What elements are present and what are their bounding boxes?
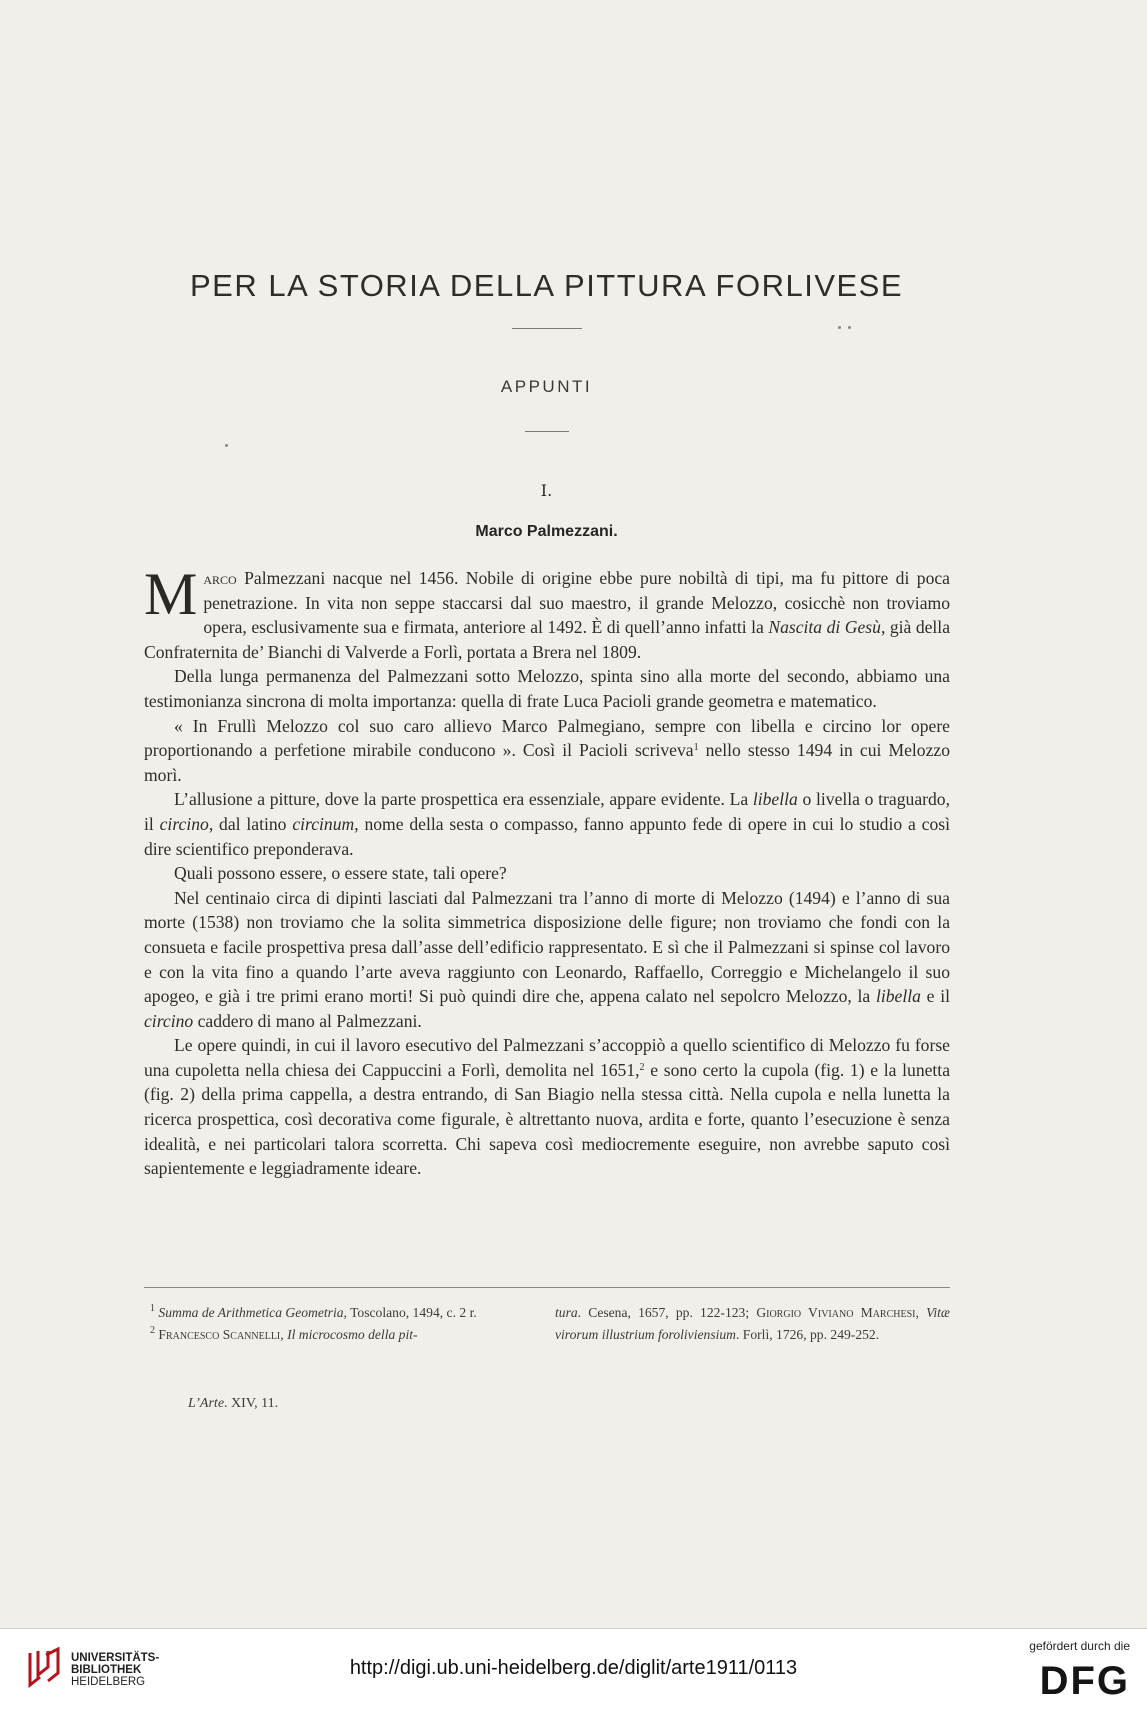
- body-text-segment: o livella o traguardo, il: [144, 789, 950, 834]
- library-line-2: BIBLIOTHEK: [71, 1664, 142, 1676]
- body-text-segment: circino: [159, 813, 209, 834]
- body-text-segment: L’allusione a pitture, dove la parte prospettica era essenziale, appare evidente. La: [174, 789, 753, 810]
- permalink-url[interactable]: http://digi.ub.uni-heidelberg.de/diglit/arte1911/0113: [349, 1657, 798, 1679]
- body-text-segment: , nome della sesta o compasso, fanno appunto fede di opere in cui lo studio a così dire scientifico preponderava.: [144, 813, 950, 859]
- body-text-segment: Nascita di Gesù: [768, 617, 881, 638]
- footnote-segment: ,: [280, 1327, 288, 1342]
- footnote-segment: 1: [150, 1303, 155, 1314]
- footnote-segment: Vitæ virorum illustrium foroliviensium: [555, 1305, 950, 1342]
- body-text-segment: circinum: [292, 813, 355, 834]
- body-text-segment: Le opere quindi, in cui il lavoro esecutivo del Palmezzani s’accoppiò a quello scientifico di Melozzo fu forse una cupoletta nella chiesa dei Cappuccini a Forlì, demolita nel 1651,: [144, 1035, 950, 1080]
- footnote: [150, 1324, 532, 1346]
- body-text-segment: « In Frullì Melozzo col suo caro allievo Marco Palmegiano, sempre con libella e circino lor opere proportionando a perfetione mirabile conducono ». Così il Pacioli scriveva: [144, 715, 950, 761]
- footnote-segment: ,: [915, 1305, 927, 1320]
- body-text-segment: , dal latino: [208, 813, 293, 834]
- footnote-segment: . Cesena, 1657, pp. 122-123;: [577, 1305, 757, 1320]
- dfg-logo[interactable]: DFG: [1039, 1659, 1130, 1703]
- footnote-segment: 2: [150, 1325, 155, 1336]
- footnote-segment: Francesco Scannelli: [158, 1327, 281, 1342]
- funding-note: gefördert durch die: [1029, 1639, 1130, 1653]
- speck: [838, 326, 841, 329]
- body-text-segment: e sono certo la cupola (fig. 1) e la lunetta (fig. 2) della prima cappella, a destra entrando, di San Biagio nella stessa città. Nella cupola e nella lunetta la ricerca prospettica, così decorativa come figurale, è altrettanto nuova, ardita e forte, quanto l’esecuzione è senza idealità, e nei particolari talora scorretta. Chi sapeva così mediocremente eseguire, non avrebbe saputo così sapientemente e leggiadramente ideare.: [144, 1059, 951, 1179]
- footnote-segment: Giorgio Viviano Marchesi: [756, 1305, 916, 1320]
- body-paragraph: [144, 561, 951, 664]
- footnotes-left-column: [150, 1302, 532, 1346]
- signature-segment: . XIV, 11.: [224, 1396, 279, 1411]
- body-text-segment: libella: [875, 986, 921, 1007]
- subtitle-divider: [525, 431, 569, 432]
- section-title: Marco Palmezzani.: [475, 523, 618, 540]
- footnote: [555, 1302, 950, 1346]
- body-paragraph: [144, 787, 950, 861]
- drop-cap: M: [144, 561, 198, 627]
- title-divider: [512, 328, 582, 329]
- footnote: [150, 1302, 532, 1324]
- body-text-segment: arco: [203, 568, 237, 588]
- body-text-segment: e il: [920, 986, 950, 1007]
- body-text-segment: Nel centinaio circa di dipinti lasciati dal Palmezzani tra l’anno di morte di Melozzo (1494) e l’anno di sua morte (1538) non troviamo che la solita simmetrica disposizione delle figure; non troviamo che fondi con la consueta e facile prospettiva presa dall’asse dell’edificio rappresentato. E sì che il Palmezzani si spinse col lavoro e con la vita fino a quando l’arte aveva raggiunto con Leonardo, Raffaello, Correggio e Michelangelo il suo apogeo, e già i tre primi erano morti! Si può quindi dire che, appena calato nel sepolcro Melozzo, la: [144, 887, 950, 1007]
- speck: [848, 326, 851, 329]
- footnote-divider: [144, 1287, 950, 1288]
- library-line-3: HEIDELBERG: [71, 1676, 146, 1688]
- body-paragraph: [144, 861, 950, 886]
- body-text-segment: Quali possono essere, o essere state, tali opere?: [174, 863, 507, 884]
- body-text-segment: nello stesso 1494 in cui Melozzo morì.: [144, 740, 951, 785]
- footnote-segment: tura: [555, 1305, 578, 1320]
- footnote-segment: Il microcosmo della pit-: [287, 1327, 418, 1342]
- body-text-segment: 2: [639, 1061, 645, 1073]
- library-line-1: UNIVERSITÄTS-: [71, 1652, 160, 1664]
- footnote-segment: , Toscolano, 1494, c. 2 r.: [343, 1305, 477, 1320]
- body-text-segment: libella: [752, 789, 798, 810]
- signature-segment: L’Arte: [188, 1396, 225, 1411]
- body-paragraph: [144, 664, 950, 713]
- body-paragraph: [144, 886, 950, 1034]
- article-title: PER LA STORIA DELLA PITTURA FORLIVESE: [189, 268, 904, 303]
- body-text-segment: Palmezzani nacque nel 1456. Nobile di origine ebbe pure nobiltà di tipi, ma fu pittore di poca penetrazione. In vita non seppe staccarsi dal suo maestro, il grande Melozzo, cosicchè non troviamo opera, esclusivamente sua e firmata, anteriore al 1492. È di quell’anno infatti la: [203, 568, 950, 638]
- section-number: I.: [540, 481, 553, 500]
- body-text-segment: circino: [144, 1010, 194, 1031]
- article-subtitle: APPUNTI: [500, 377, 593, 396]
- body-paragraph: [144, 714, 950, 788]
- footnote-segment: . Forlì, 1726, pp. 249-252.: [736, 1327, 880, 1342]
- body-text-segment: , già della Confraternita de’ Bianchi di Valverde a Forlì, portata a Brera nel 1809.: [144, 617, 951, 662]
- viewer-footer: [0, 1628, 1147, 1713]
- body-text-segment: 1: [693, 742, 699, 754]
- body-text-segment: caddero di mano al Palmezzani.: [193, 1010, 422, 1031]
- footnote-segment: Summa de Arithmetica Geometria: [158, 1305, 344, 1320]
- footnotes-right-column: [555, 1302, 950, 1346]
- body-paragraph: [144, 1033, 950, 1181]
- article-body: [144, 561, 951, 1181]
- journal-signature: [188, 1396, 278, 1412]
- body-text-segment: Della lunga permanenza del Palmezzani sotto Melozzo, spinta sino alla morte del secondo, abbiamo una testimonianza sincrona di molta importanza: quella di frate Luca Pacioli grande geometra e matematico.: [144, 666, 950, 711]
- speck: [225, 444, 228, 447]
